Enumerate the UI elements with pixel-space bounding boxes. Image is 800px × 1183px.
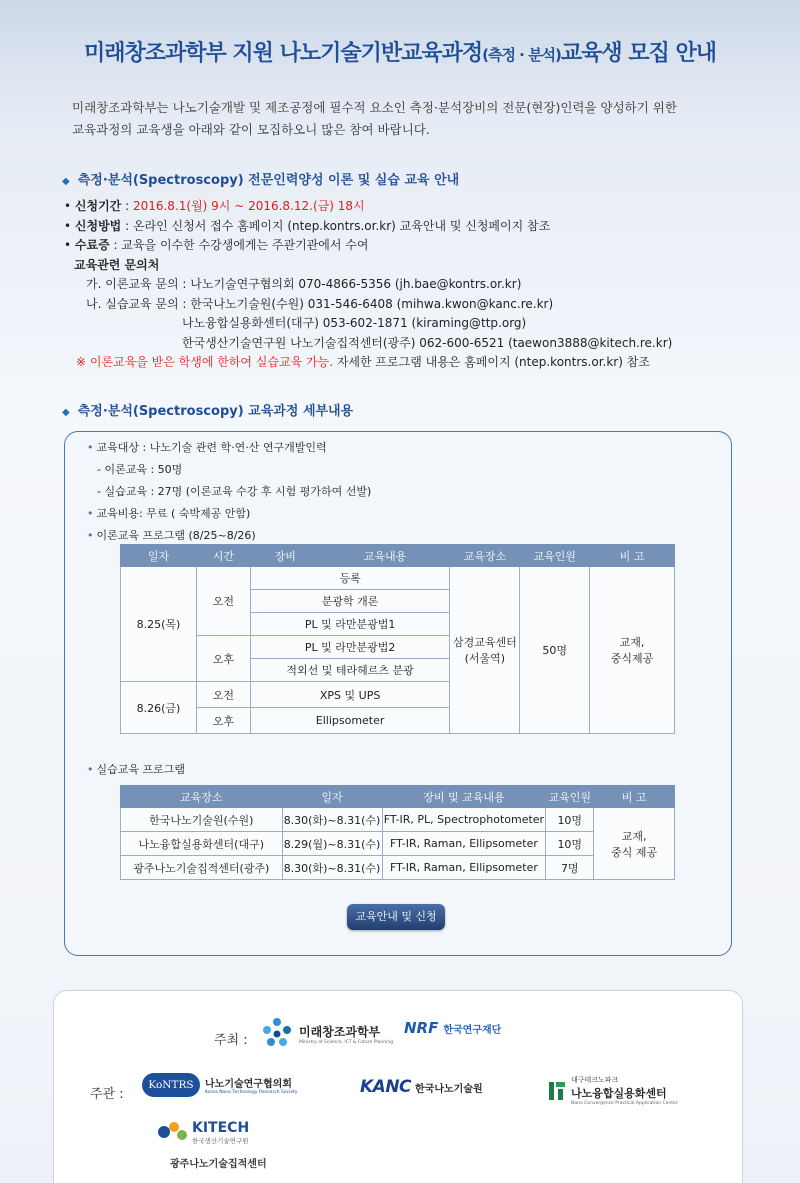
header-cell: 장비 <box>250 545 320 567</box>
table-header-row <box>121 786 675 808</box>
page-title <box>0 36 800 67</box>
method-value: : 온라인 신청서 접수 홈페이지 (ntep.kontrs.or.kr) 교육안내 및 신청페이지 참조 <box>121 218 551 233</box>
count-cell: 10명 <box>546 808 594 832</box>
date-cell: 8.29(월)~8.31(수) <box>282 832 382 856</box>
header-cell: 비 고 <box>590 545 675 567</box>
section-heading-text: 측정·분석(Spectroscopy) 전문인력양성 이론 및 실습 교육 안내 <box>77 173 460 188</box>
bullet-icon: • <box>87 441 94 454</box>
period-row: • 신청기간 : 2016.8.1(월) 9시 ~ 2016.8.12.(금) 18시 <box>64 199 365 213</box>
kanc-mark: KANC <box>360 1077 412 1097</box>
certificate-row: • 수료증 : 교육을 이수한 수강생에게는 주관기관에서 수여 <box>64 238 369 252</box>
organizer-label: 주관 : <box>90 1087 124 1102</box>
intro-line: 교육과정의 교육생을 아래와 같이 모집하오니 많은 참여 바랍니다. <box>72 122 430 137</box>
table-row <box>121 808 675 832</box>
note-row <box>64 353 754 373</box>
section-heading-guide <box>62 169 459 188</box>
contact-heading: 교육관련 문의처 <box>74 257 160 272</box>
content-cell: Ellipsometer <box>250 708 450 734</box>
kontrs-sub: Korea Nano Technology Research Society <box>205 1090 298 1095</box>
place-cell: 나노융합실용화센터(대구) <box>121 832 283 856</box>
contact-practice-gwangju: 한국생산기술연구원 나노기술집적센터(광주) 062-600-6521 (taewon3888@kitech.re.kr) <box>182 335 673 350</box>
contact-theory: 가. 이론교육 문의 : 나노기술연구협의회 070-4866-5356 (jh.bae@kontrs.or.kr) <box>86 277 522 291</box>
bullet-icon: • <box>87 529 94 542</box>
ttp-emblem-icon <box>546 1079 568 1103</box>
place-cell: 광주나노기술집적센터(광주) <box>121 856 283 880</box>
date-cell: 8.30(화)~8.31(수) <box>282 808 382 832</box>
place-cell: 한국나노기술원(수원) <box>121 808 283 832</box>
kitech-emblem-icon <box>156 1119 190 1145</box>
intro-line: 미래창조과학부는 나노기술개발 및 제조공정에 필수적 요소인 측정·분석장비의 전문(현장)인력을 양성하기 위한 <box>72 100 677 115</box>
section-heading-details <box>62 400 353 419</box>
contact-practice-daegu: 나노융합실용화센터(대구) 053-602-1871 (kiraming@ttp.org) <box>182 316 527 330</box>
note-red: ※ 이론교육을 받은 학생에 한하여 실습교육 가능. <box>76 355 334 369</box>
apply-button[interactable]: 교육안내 및 신청 <box>347 904 445 930</box>
header-cell: 일자 <box>282 786 382 808</box>
certificate-value: : 교육을 이수한 수강생에게는 주관기관에서 수여 <box>109 238 369 252</box>
msip-logo <box>259 1016 393 1052</box>
theory-table <box>120 544 675 734</box>
header-cell: 비 고 <box>594 786 675 808</box>
time-cell: 오후 <box>196 708 250 734</box>
count-cell: 10명 <box>546 832 594 856</box>
kitech-logo <box>156 1119 249 1145</box>
place-cell: 삼경교육센터 (서울역) <box>450 567 520 734</box>
date-cell: 8.30(화)~8.31(수) <box>282 856 382 880</box>
content-cell: 분광학 개론 <box>250 590 450 613</box>
nrf-name: 한국연구재단 <box>443 1024 502 1036</box>
content-cell: XPS 및 UPS <box>250 682 450 708</box>
date-cell: 8.25(목) <box>121 567 197 682</box>
note-cell: 교재, 중식제공 <box>590 567 675 734</box>
method-label: 신청방법 <box>74 218 122 233</box>
ttp-sub: Nano Convergence Practical Application Center <box>571 1101 678 1106</box>
title-main: 미래창조과학부 지원 나노기술기반교육과정 <box>83 41 483 66</box>
ttp-logo <box>546 1075 678 1106</box>
content-cell: PL 및 라만분광법2 <box>250 636 450 659</box>
header-cell: 교육장소 <box>450 545 520 567</box>
detail-cost: • 교육비용: 무료 ( 숙박제공 안함) <box>87 507 251 520</box>
ttp-name: 나노융합실용화센터 <box>571 1087 667 1100</box>
note-rest: 자세한 프로그램 내용은 홈페이지 (ntep.kontrs.or.kr) 참조 <box>333 355 650 369</box>
diamond-icon: ◆ <box>62 407 70 418</box>
bullet-icon: • <box>87 763 94 776</box>
header-cell: 일자 <box>121 545 197 567</box>
section-heading-text: 측정·분석(Spectroscopy) 교육과정 세부내용 <box>77 404 354 419</box>
kitech-center: 광주나노기술집적센터 <box>170 1159 267 1170</box>
msip-sub: Ministry of Science, ICT & Future Planning <box>299 1040 394 1045</box>
time-cell: 오후 <box>196 636 250 682</box>
content-cell: FT-IR, Raman, Ellipsometer <box>382 832 546 856</box>
application-info <box>64 197 754 373</box>
bullet-icon: • <box>87 507 94 520</box>
content-cell: PL 및 라만분광법1 <box>250 613 450 636</box>
header-cell: 교육인원 <box>520 545 590 567</box>
content-cell: FT-IR, PL, Spectrophotometer <box>382 808 546 832</box>
content-cell: 적외선 및 테라헤르츠 분광 <box>250 659 450 682</box>
certificate-label: 수료증 <box>74 238 110 252</box>
note-cell: 교재, 중식 제공 <box>594 808 675 880</box>
count-cell: 7명 <box>546 856 594 880</box>
header-cell: 교육장소 <box>121 786 283 808</box>
period-label: 신청기간 <box>74 199 122 213</box>
time-cell: 오전 <box>196 567 250 636</box>
content-cell: FT-IR, Raman, Ellipsometer <box>382 856 546 880</box>
msip-name: 미래창조과학부 <box>299 1025 381 1039</box>
practice-table <box>120 785 675 880</box>
table-row <box>121 856 675 880</box>
detail-theory-count: - 이론교육 : 50명 <box>97 463 183 476</box>
content-cell: 등록 <box>250 567 450 590</box>
period-value: 2016.8.1(월) 9시 ~ 2016.8.12.(금) 18시 <box>132 199 365 213</box>
count-cell: 50명 <box>520 567 590 734</box>
kontrs-mark: KoNTRS <box>142 1073 200 1097</box>
host-label: 주최 : <box>214 1033 248 1048</box>
method-row: • 신청방법 : 온라인 신청서 접수 홈페이지 (ntep.kontrs.or.kr) 교육안내 및 신청페이지 참조 <box>64 218 551 233</box>
kontrs-name: 나노기술연구협의회 <box>205 1079 292 1090</box>
table-row <box>121 567 675 590</box>
date-cell: 8.26(금) <box>121 682 197 734</box>
header-cell: 교육내용 <box>320 545 450 567</box>
msip-emblem-icon <box>259 1016 295 1052</box>
ttp-top: 대구테크노파크 <box>571 1076 619 1084</box>
nrf-mark: NRF <box>404 1019 439 1037</box>
kontrs-logo <box>142 1073 298 1097</box>
header-cell: 시간 <box>196 545 250 567</box>
kanc-name: 한국나노기술원 <box>415 1083 483 1095</box>
detail-theory-program: • 이론교육 프로그램 (8/25~8/26) <box>87 529 256 542</box>
header-cell: 장비 및 교육내용 <box>382 786 546 808</box>
kanc-logo <box>360 1077 483 1097</box>
kitech-mark: KITECH <box>192 1119 250 1136</box>
contact-practice: 나. 실습교육 문의 : 한국나노기술원(수원) 031-546-6408 (mihwa.kwon@kanc.re.kr) <box>86 296 554 311</box>
diamond-icon: ◆ <box>62 176 70 187</box>
table-header-row <box>121 545 675 567</box>
time-cell: 오전 <box>196 682 250 708</box>
details-lines <box>87 437 371 547</box>
detail-target: • 교육대상 : 나노기술 관련 학·연·산 연구개발인력 <box>87 441 327 454</box>
detail-practice-program: • 실습교육 프로그램 <box>87 763 186 776</box>
header-cell: 교육인원 <box>546 786 594 808</box>
intro-text <box>72 97 752 141</box>
title-paren: (측정 · 분석) <box>482 46 561 64</box>
kitech-sub: 한국생산기술연구원 <box>192 1136 249 1145</box>
title-tail: 교육생 모집 안내 <box>560 41 717 66</box>
table-row <box>121 832 675 856</box>
footer-sponsors <box>53 990 743 1183</box>
detail-practice-count: - 실습교육 : 27명 (이론교육 수강 후 시험 평가하여 선발) <box>97 485 372 498</box>
nrf-logo <box>404 1019 501 1037</box>
